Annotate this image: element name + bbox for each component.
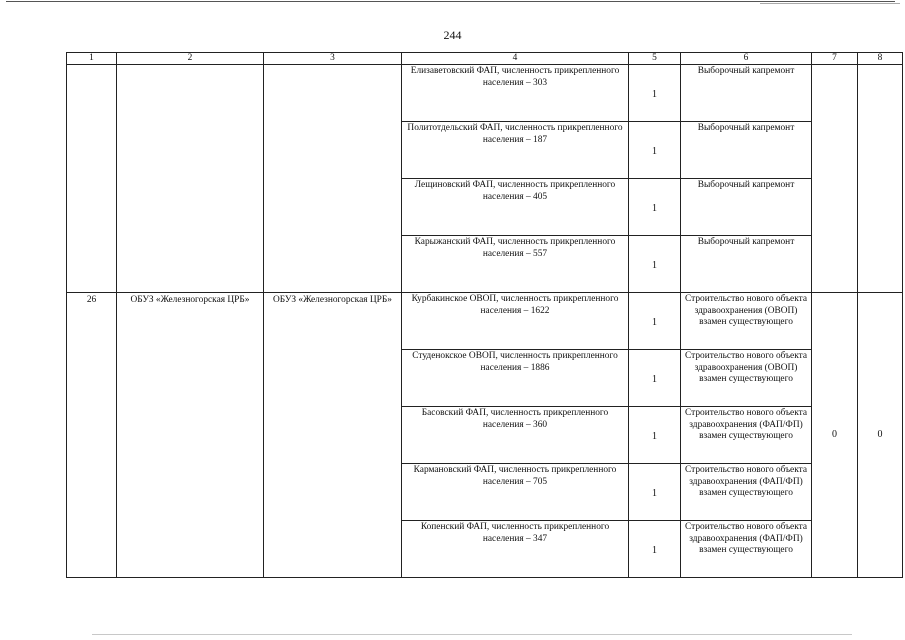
facility-cell: Курбакинское ОВОП, численность прикрепленного населения – 1622 <box>402 293 629 350</box>
facility-cell: Студенокское ОВОП, численность прикрепленного населения – 1886 <box>402 350 629 407</box>
work-type-cell: Строительство нового объекта здравоохранения (ОВОП) взамен существующего <box>681 350 812 407</box>
col7-cell <box>812 65 858 293</box>
work-type-cell: Выборочный капремонт <box>681 122 812 179</box>
work-type-cell: Строительство нового объекта здравоохранения (ФАП/ФП) взамен существующего <box>681 407 812 464</box>
facility-cell: Лещиновский ФАП, численность прикрепленного населения – 405 <box>402 179 629 236</box>
page-number: 244 <box>443 28 462 42</box>
work-type-cell: Строительство нового объекта здравоохранения (ОВОП) взамен существующего <box>681 293 812 350</box>
facility-cell: Елизаветовский ФАП, численность прикрепленного населения – 303 <box>402 65 629 122</box>
work-type-cell: Выборочный капремонт <box>681 65 812 122</box>
work-type-cell: Выборочный капремонт <box>681 179 812 236</box>
facility-cell: Копенский ФАП, численность прикрепленного населения – 347 <box>402 521 629 578</box>
entry-number-cell <box>67 65 117 293</box>
organization-cell <box>264 65 402 293</box>
column-number: 3 <box>264 53 402 65</box>
organization-cell: ОБУЗ «Железногорская ЦРБ» <box>117 293 264 578</box>
count-cell: 1 <box>629 179 681 236</box>
count-cell: 1 <box>629 407 681 464</box>
count-cell: 1 <box>629 464 681 521</box>
entry-number-cell: 26 <box>67 293 117 578</box>
count-cell: 1 <box>629 521 681 578</box>
organization-cell <box>117 65 264 293</box>
scan-edge-line <box>6 1 895 2</box>
count-cell: 1 <box>629 236 681 293</box>
count-cell: 1 <box>629 293 681 350</box>
work-type-cell: Выборочный капремонт <box>681 236 812 293</box>
column-number: 2 <box>117 53 264 65</box>
col7-value: 0 <box>812 293 858 578</box>
facility-cell: Политотдельский ФАП, численность прикрепленного населения – 187 <box>402 122 629 179</box>
column-number: 5 <box>629 53 681 65</box>
col8-cell <box>858 65 903 293</box>
count-cell: 1 <box>629 350 681 407</box>
facility-cell: Басовский ФАП, численность прикрепленного населения – 360 <box>402 407 629 464</box>
work-type-cell: Строительство нового объекта здравоохранения (ФАП/ФП) взамен существующего <box>681 521 812 578</box>
column-number: 1 <box>67 53 117 65</box>
table-row <box>67 65 903 122</box>
facility-cell: Кармановский ФАП, численность прикрепленного населения – 705 <box>402 464 629 521</box>
column-number-row <box>67 53 903 65</box>
column-number: 6 <box>681 53 812 65</box>
column-number: 4 <box>402 53 629 65</box>
scan-edge-line <box>760 3 900 4</box>
column-number: 8 <box>858 53 903 65</box>
count-cell: 1 <box>629 122 681 179</box>
col8-value: 0 <box>858 293 903 578</box>
column-number: 7 <box>812 53 858 65</box>
facilities-table <box>66 52 903 578</box>
work-type-cell: Строительство нового объекта здравоохранения (ФАП/ФП) взамен существующего <box>681 464 812 521</box>
table-row <box>67 293 903 350</box>
facility-cell: Карыжанский ФАП, численность прикрепленного населения – 557 <box>402 236 629 293</box>
scan-edge-line <box>92 634 852 635</box>
organization-cell: ОБУЗ «Железногорская ЦРБ» <box>264 293 402 578</box>
count-cell: 1 <box>629 65 681 122</box>
